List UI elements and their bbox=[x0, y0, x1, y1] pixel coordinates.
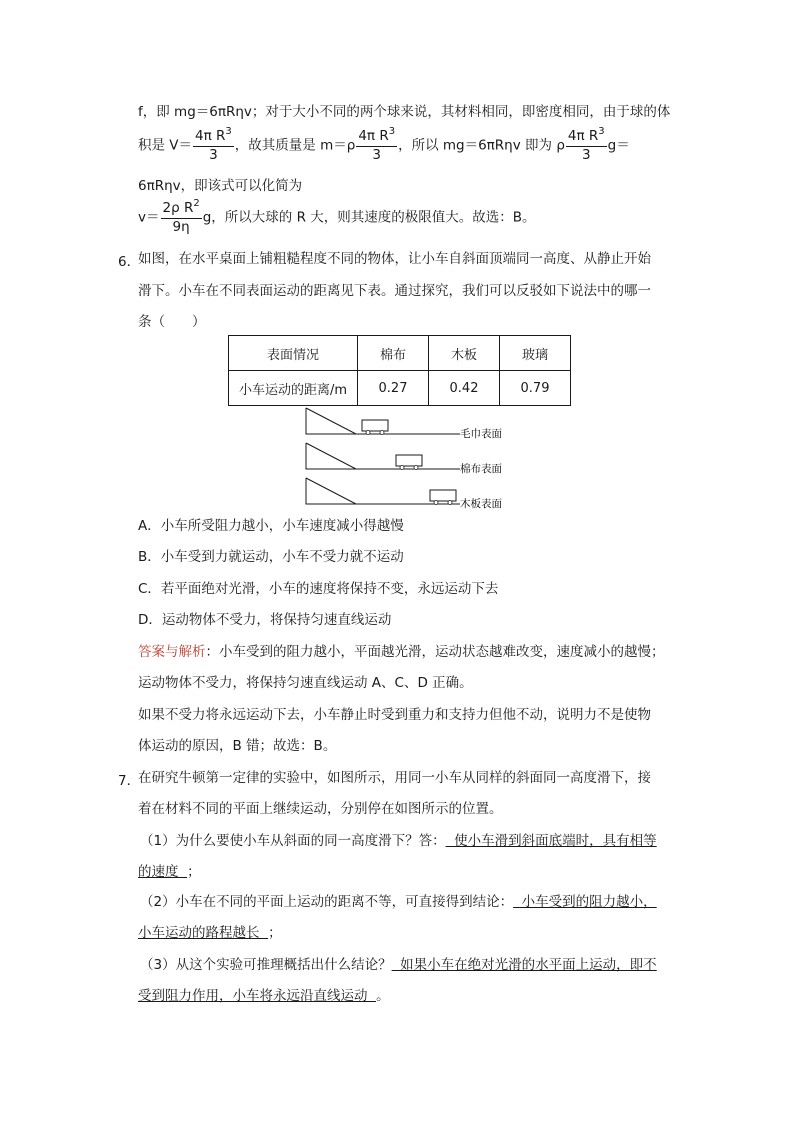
q7-part-3-line-2 bbox=[138, 987, 390, 1005]
velocity-fraction bbox=[161, 200, 202, 235]
q6-answer-line-4: 体运动的原因，B 错；故选：B。 bbox=[138, 738, 337, 754]
table-header-row bbox=[229, 336, 571, 371]
q7-part-1-answer-cont: 的速度 bbox=[138, 864, 188, 880]
setup-wood bbox=[306, 478, 502, 510]
diagram-label: 棉布表面 bbox=[460, 463, 502, 475]
q7-part-2-line-1 bbox=[140, 893, 657, 911]
solution-line-3: 6πRηv，即该式可以化简为 bbox=[138, 178, 303, 194]
q7-part-3-answer: 如果小车在绝对光滑的水平面上运动，即不 bbox=[391, 957, 657, 973]
table-row bbox=[229, 371, 571, 406]
mass-fraction bbox=[356, 128, 397, 163]
q7-part-2-line-2 bbox=[138, 924, 282, 942]
frac-den: 3 bbox=[581, 147, 591, 163]
q7-part-2-question: （2）小车在不同的平面上运动的距离不等，可直接得到结论： bbox=[140, 894, 514, 910]
q7-part-3-line-1 bbox=[140, 956, 657, 974]
q6-answer-line-1 bbox=[138, 643, 665, 661]
frac-den: 3 bbox=[372, 147, 381, 163]
q6-stem-3: 条（ ） bbox=[138, 314, 206, 330]
incline-diagram bbox=[300, 406, 530, 510]
answer-text: ：小车受到的阻力越小，平面越光滑，运动状态越难改变，速度减小的越慢； bbox=[205, 644, 665, 660]
text-seg: ，所以 mg＝6πRηv 即为 ρ bbox=[398, 137, 565, 154]
table-header: 表面情况 bbox=[229, 336, 358, 371]
answer-label: 答案与解析 bbox=[138, 644, 206, 660]
volume-fraction bbox=[193, 128, 234, 163]
table-cell: 0.42 bbox=[429, 371, 500, 406]
diagram-label: 毛巾表面 bbox=[460, 428, 502, 440]
frac-exp: 3 bbox=[598, 126, 605, 137]
frac-exp: 3 bbox=[388, 126, 396, 137]
solution-line-4 bbox=[138, 200, 536, 235]
text-seg: ，故其质量是 m＝ρ bbox=[234, 137, 356, 154]
question-number-6: 6． bbox=[118, 254, 141, 270]
punct: ； bbox=[268, 925, 282, 941]
table-header: 玻璃 bbox=[500, 336, 571, 371]
eq-fraction bbox=[566, 128, 607, 163]
setup-cotton bbox=[306, 443, 502, 475]
frac-num: 4π R bbox=[567, 128, 599, 144]
q7-stem-1: 在研究牛顿第一定律的实验中，如图所示，用同一小车从同样的斜面同一高度滑下，接 bbox=[138, 770, 651, 786]
q6-answer-line-2: 运动物体不受力，将保持匀速直线运动 A、C、D 正确。 bbox=[138, 675, 473, 691]
punct: ； bbox=[187, 864, 201, 880]
q7-part-1-line-2 bbox=[138, 863, 201, 881]
diagram-label: 木板表面 bbox=[460, 498, 502, 510]
q6-answer-line-3: 如果不受力将永远运动下去，小车静止时受到重力和支持力但他不动，说明力不是使物 bbox=[138, 707, 651, 723]
q7-part-3-answer-cont: 受到阻力作用，小车将永远沿直线运动 bbox=[138, 988, 377, 1004]
q6-option-d: D．运动物体不受力，将保持匀速直线运动 bbox=[138, 612, 392, 628]
frac-den: 9η bbox=[172, 219, 190, 235]
question-number-7: 7． bbox=[118, 773, 141, 789]
q6-option-a: A．小车所受阻力越小，小车速度减小得越慢 bbox=[138, 518, 404, 534]
q7-stem-2: 着在材料不同的平面上继续运动，分别停在如图所示的位置。 bbox=[138, 801, 503, 817]
frac-num: 4π R bbox=[358, 128, 389, 144]
frac-exp: 2 bbox=[193, 198, 200, 209]
table-cell: 0.27 bbox=[358, 371, 429, 406]
text-seg: v＝ bbox=[138, 209, 160, 226]
q6-stem-1: 如图，在水平桌面上铺粗糙程度不同的物体，让小车自斜面顶端同一高度、从静止开始 bbox=[138, 251, 651, 267]
distance-table bbox=[228, 335, 571, 406]
q7-part-3-question: （3）从这个实验可推理概括出什么结论？ bbox=[140, 957, 392, 973]
text-seg: g，所以大球的 R 大，则其速度的极限值大。故选：B。 bbox=[202, 209, 536, 226]
q7-part-1-line-1 bbox=[140, 832, 657, 850]
text-seg: g＝ bbox=[607, 137, 630, 154]
q7-part-2-answer-cont: 小车运动的路程越长 bbox=[138, 925, 269, 941]
q6-option-b: B．小车受到力就运动，小车不受力就不运动 bbox=[138, 549, 404, 565]
frac-num: 2ρ R bbox=[162, 200, 194, 216]
frac-num: 4π R bbox=[195, 128, 226, 144]
table-header: 木板 bbox=[429, 336, 500, 371]
table-header: 棉布 bbox=[358, 336, 429, 371]
q7-part-1-answer: 使小车滑到斜面底端时，具有相等 bbox=[445, 833, 657, 849]
table-row-label: 小车运动的距离/m bbox=[229, 371, 358, 406]
frac-exp: 3 bbox=[225, 126, 232, 137]
q6-stem-2: 滑下。小车在不同表面运动的距离见下表。通过探究，我们可以反驳如下说法中的哪一 bbox=[138, 283, 651, 299]
solution-line-2 bbox=[138, 128, 630, 163]
q7-part-2-answer: 小车受到的阻力越小， bbox=[513, 894, 657, 910]
setup-towel bbox=[306, 408, 502, 440]
text-seg: 积是 V＝ bbox=[138, 137, 193, 154]
table-cell: 0.79 bbox=[500, 371, 571, 406]
q7-part-1-question: （1）为什么要使小车从斜面的同一高度滑下？答： bbox=[140, 833, 446, 849]
solution-line-1: f，即 mg＝6πRηv；对于大小不同的两个球来说，其材料相同，即密度相同，由于球的体 bbox=[138, 104, 671, 120]
punct: 。 bbox=[376, 988, 390, 1004]
frac-den: 3 bbox=[209, 147, 218, 163]
q6-option-c: C．若平面绝对光滑，小车的速度将保持不变，永远运动下去 bbox=[138, 581, 499, 597]
